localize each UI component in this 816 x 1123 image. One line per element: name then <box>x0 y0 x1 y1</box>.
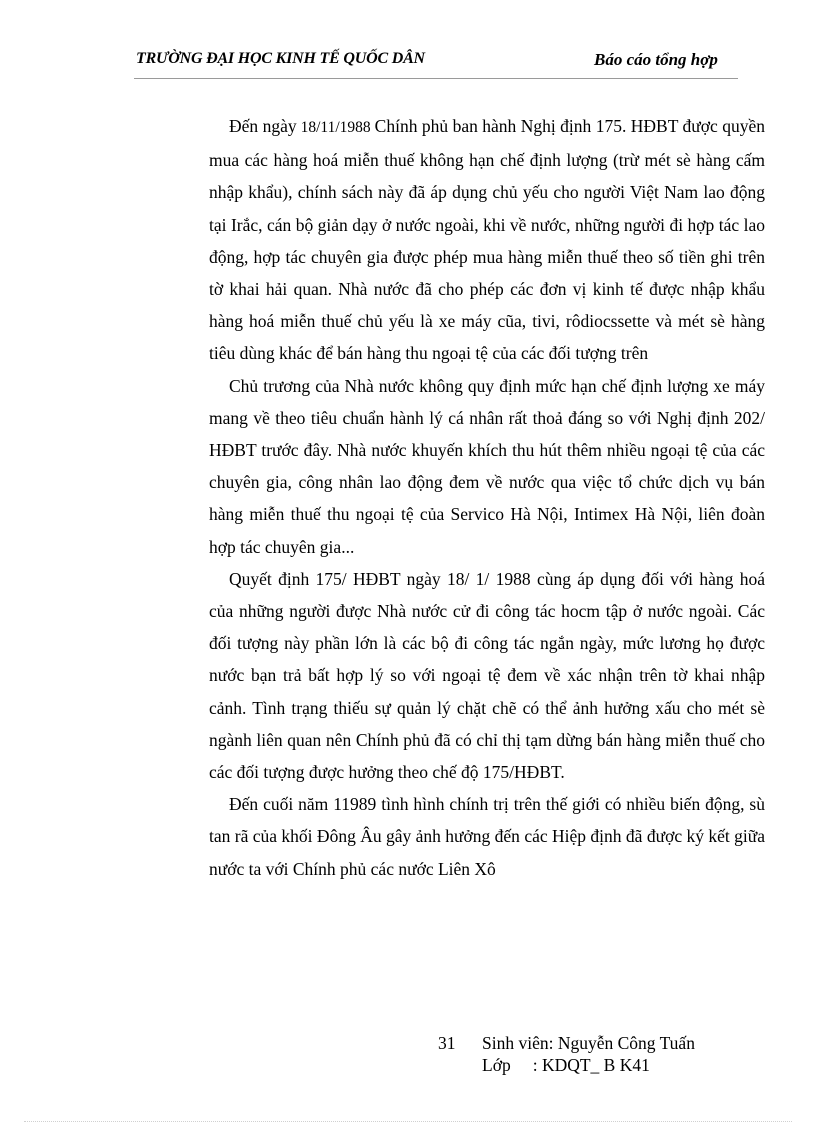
class-value: : KDQT_ B K41 <box>532 1055 650 1075</box>
paragraph-3: Quyết định 175/ HĐBT ngày 18/ 1/ 1988 cùng áp dụng đối với hàng hoá của những người được Nhà nước cử đi công tác hocm tập ở nước ngoài. Các đối tượng này phần lớn là các bộ đi công tác ngắn ngày, mức lương họ được nước bạn trả bất hợp lý so với ngoại tệ đem về xác nhận trên tờ khai nhập cảnh. Tình trạng thiếu sự quản lý chặt chẽ có thể ảnh hưởng xấu cho mét sè ngành liên quan nên Chính phủ đã có chỉ thị tạm dừng bán hàng miễn thuế cho các đối tượng được hưởng theo chế độ 175/HĐBT. <box>209 568 765 783</box>
header-divider <box>134 78 738 79</box>
paragraph-1-date: 18/11/1988 <box>300 119 371 136</box>
paragraph-2: Chủ trương của Nhà nước không quy định mức hạn chế định lượng xe máy mang về theo tiêu chuẩn hành lý cá nhân rất thoả đáng so với Nghị định 202/ HĐBT trước đây. Nhà nước khuyến khích thu hút thêm nhiều ngoại tệ của các chuyên gia, công nhân lao động đem về nước qua việc tổ chức dịch vụ bán hàng miễn thuế thu ngoại tệ của Servico Hà Nội, Intimex Hà Nội, liên đoàn hợp tác chuyên gia... <box>209 375 765 557</box>
report-title: Báo cáo tổng hợp <box>594 50 718 69</box>
paragraph-1-lead: Đến ngày <box>229 116 297 136</box>
university-name: TRƯỜNG ĐẠI HỌC KINH TẾ QUỐC DÂN <box>136 50 425 67</box>
document-body <box>209 110 765 885</box>
page-bottom-divider <box>24 1121 792 1122</box>
page-number: 31 <box>438 1033 456 1053</box>
paragraph-1-text: Chính phủ ban hành Nghị định 175. HĐBT được quyền mua các hàng hoá miễn thuế không hạn chế định lượng (trừ mét sè hàng cấm nhập khẩu), chính sách này đã áp dụng chủ yếu cho người Việt Nam lao động tại Irắc, cán bộ giản dạy ở nước ngoài, khi về nước, những người đi hợp tác lao động, hợp tác chuyên gia được phép mua hàng miễn thuế theo số tiền ghi trên tờ khai hải quan. Nhà nước đã cho phép các đơn vị kinh tế được nhập khẩu hàng hoá miễn thuế chủ yếu là xe máy cũa, tivi, rôdiocssette và mét sè hàng tiêu dùng khác để bán hàng thu ngoại tệ của các đối tượng trên <box>209 116 765 364</box>
paragraph-1 <box>209 110 765 370</box>
paragraph-4: Đến cuối năm 11989 tình hình chính trị trên thế giới có nhiều biến động, sù tan rã của khối Đông Âu gây ảnh hưởng đến các Hiệp định đã được ký kết giữa nước ta với Chính phủ các nước Liên Xô <box>209 794 765 879</box>
student-name: Sinh viên: Nguyễn Công Tuấn <box>482 1033 695 1053</box>
student-class <box>482 1055 650 1076</box>
class-label: Lớp <box>482 1055 511 1075</box>
